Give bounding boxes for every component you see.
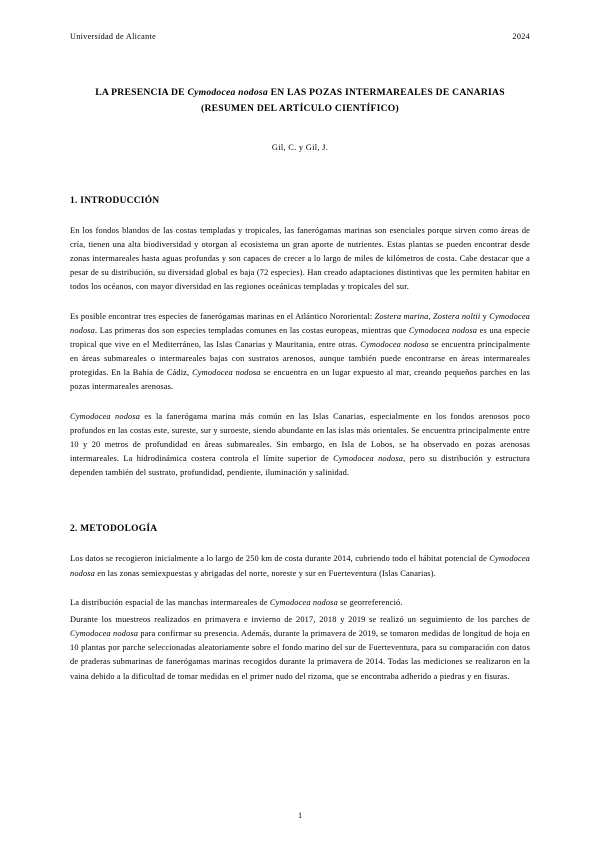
paragraph: Durante los muestreos realizados en primavera e invierno de 2017, 2018 y 2019 se realizó un seguimiento de los parches de Cymodocea nodosa para confirmar su presencia. Además, durante la primavera de 2019, se tomaron medidas de longitud de hoja en 10 plantas por parche seleccionadas aleatoriamente sobre el fondo marino del sur de Fuerteventura, para su comparación con datos de praderas submarinas de fanerógamas marinas recogidos durante la primavera de 2014. Todas las mediciones se realizaron en la vaina debido a la dificultad de tomar medidas en el primer nudo del rizoma, que se encontraba adherido a piedras y en fisuras. — [70, 614, 531, 681]
title-line2: (RESUMEN DEL ARTÍCULO CIENTÍFICO) — [201, 102, 399, 114]
paragraph: Es posible encontrar tres especies de fanerógamas marinas en el Atlántico Nororiental: Zostera marina, Zostera noltii y Cymodocea nodosa. Las primeras dos son especies templadas comunes en las costas europeas, mientras que Cymodocea nodosa es una especie tropical que vive en el Mediterráneo, las Islas Canarias y Mauritania, entre otras. Cymodocea nodosa se encuentra principalmente en áreas submareales o intermareales bajas con sustratos arenosos, aunque también puede encontrarse en áreas intermareales protegidas. En la Bahía de Cádiz, Cymodocea nodosa se encuentra en un lugar expuesto al mar, creando pequeños parches en las pozas intermareales arenosas. — [70, 311, 530, 392]
authors: Gil, C. y Gil, J. — [271, 142, 329, 152]
title-line1-post: EN LAS POZAS INTERMAREALES DE CANARIAS — [267, 87, 505, 98]
title-line1-pre: LA PRESENCIA DE — [95, 87, 188, 98]
page-title — [70, 85, 530, 117]
section-heading-metodologia: 2. METODOLOGÍA — [70, 524, 158, 535]
paragraph: Los datos se recogieron inicialmente a lo largo de 250 km de costa durante 2014, cubriendo todo el hábitat potencial de Cymodocea nodosa en las zonas semiexpuestas y abrigadas del norte, noreste y sur en Fuerteventura (Islas Canarias). — [70, 554, 530, 578]
section-heading-introduccion: 1. INTRODUCCIÓN — [70, 195, 160, 206]
paragraph: La distribución espacial de las manchas intermareales de Cymodocea nodosa se georreferenció. — [70, 597, 403, 607]
header-year: 2024 — [512, 32, 530, 41]
paragraph: Cymodocea nodosa es la fanerógama marina más común en las Islas Canarias, especialmente en los fondos arenosos poco profundos en las costas este, sureste, sur y suroeste, siendo abundante en las islas más orientales. Se encuentra principalmente entre 10 y 20 metros de profundidad en áreas submareales. Sin embargo, en Isla de Lobos, se ha observado en pozas arenosas intermareales. La hidrodinámica costera controla el límite superior de Cymodocea nodosa, pero su distribución y estructura dependen también del sustrato, profundidad, pendiente, iluminación y salinidad. — [70, 411, 531, 478]
page-header — [70, 32, 530, 41]
page-number: 1 — [297, 811, 303, 820]
title-species-name: Cymodocea nodosa — [187, 87, 268, 98]
header-university: Universidad de Alicante — [70, 32, 157, 41]
paragraph: En los fondos blandos de las costas templadas y tropicales, las fanerógamas marinas son esenciales porque sirven como áreas de cría, tienen una alta biodiversidad y otorgan al ecosistema un gran aporte de nutrientes. Estas plantas se pueden encontrar desde zonas intermareales hasta aguas profundas y son capaces de crecer a lo largo de miles de kilómetros de costa. Cabe destacar que a pesar de su distribución, su diversidad global es baja (72 especies). Han creado adaptaciones distintivas que les permiten habitar en todos los océanos, con mayor diversidad en las regiones oceánicas templadas y tropicales del sur. — [70, 225, 530, 292]
